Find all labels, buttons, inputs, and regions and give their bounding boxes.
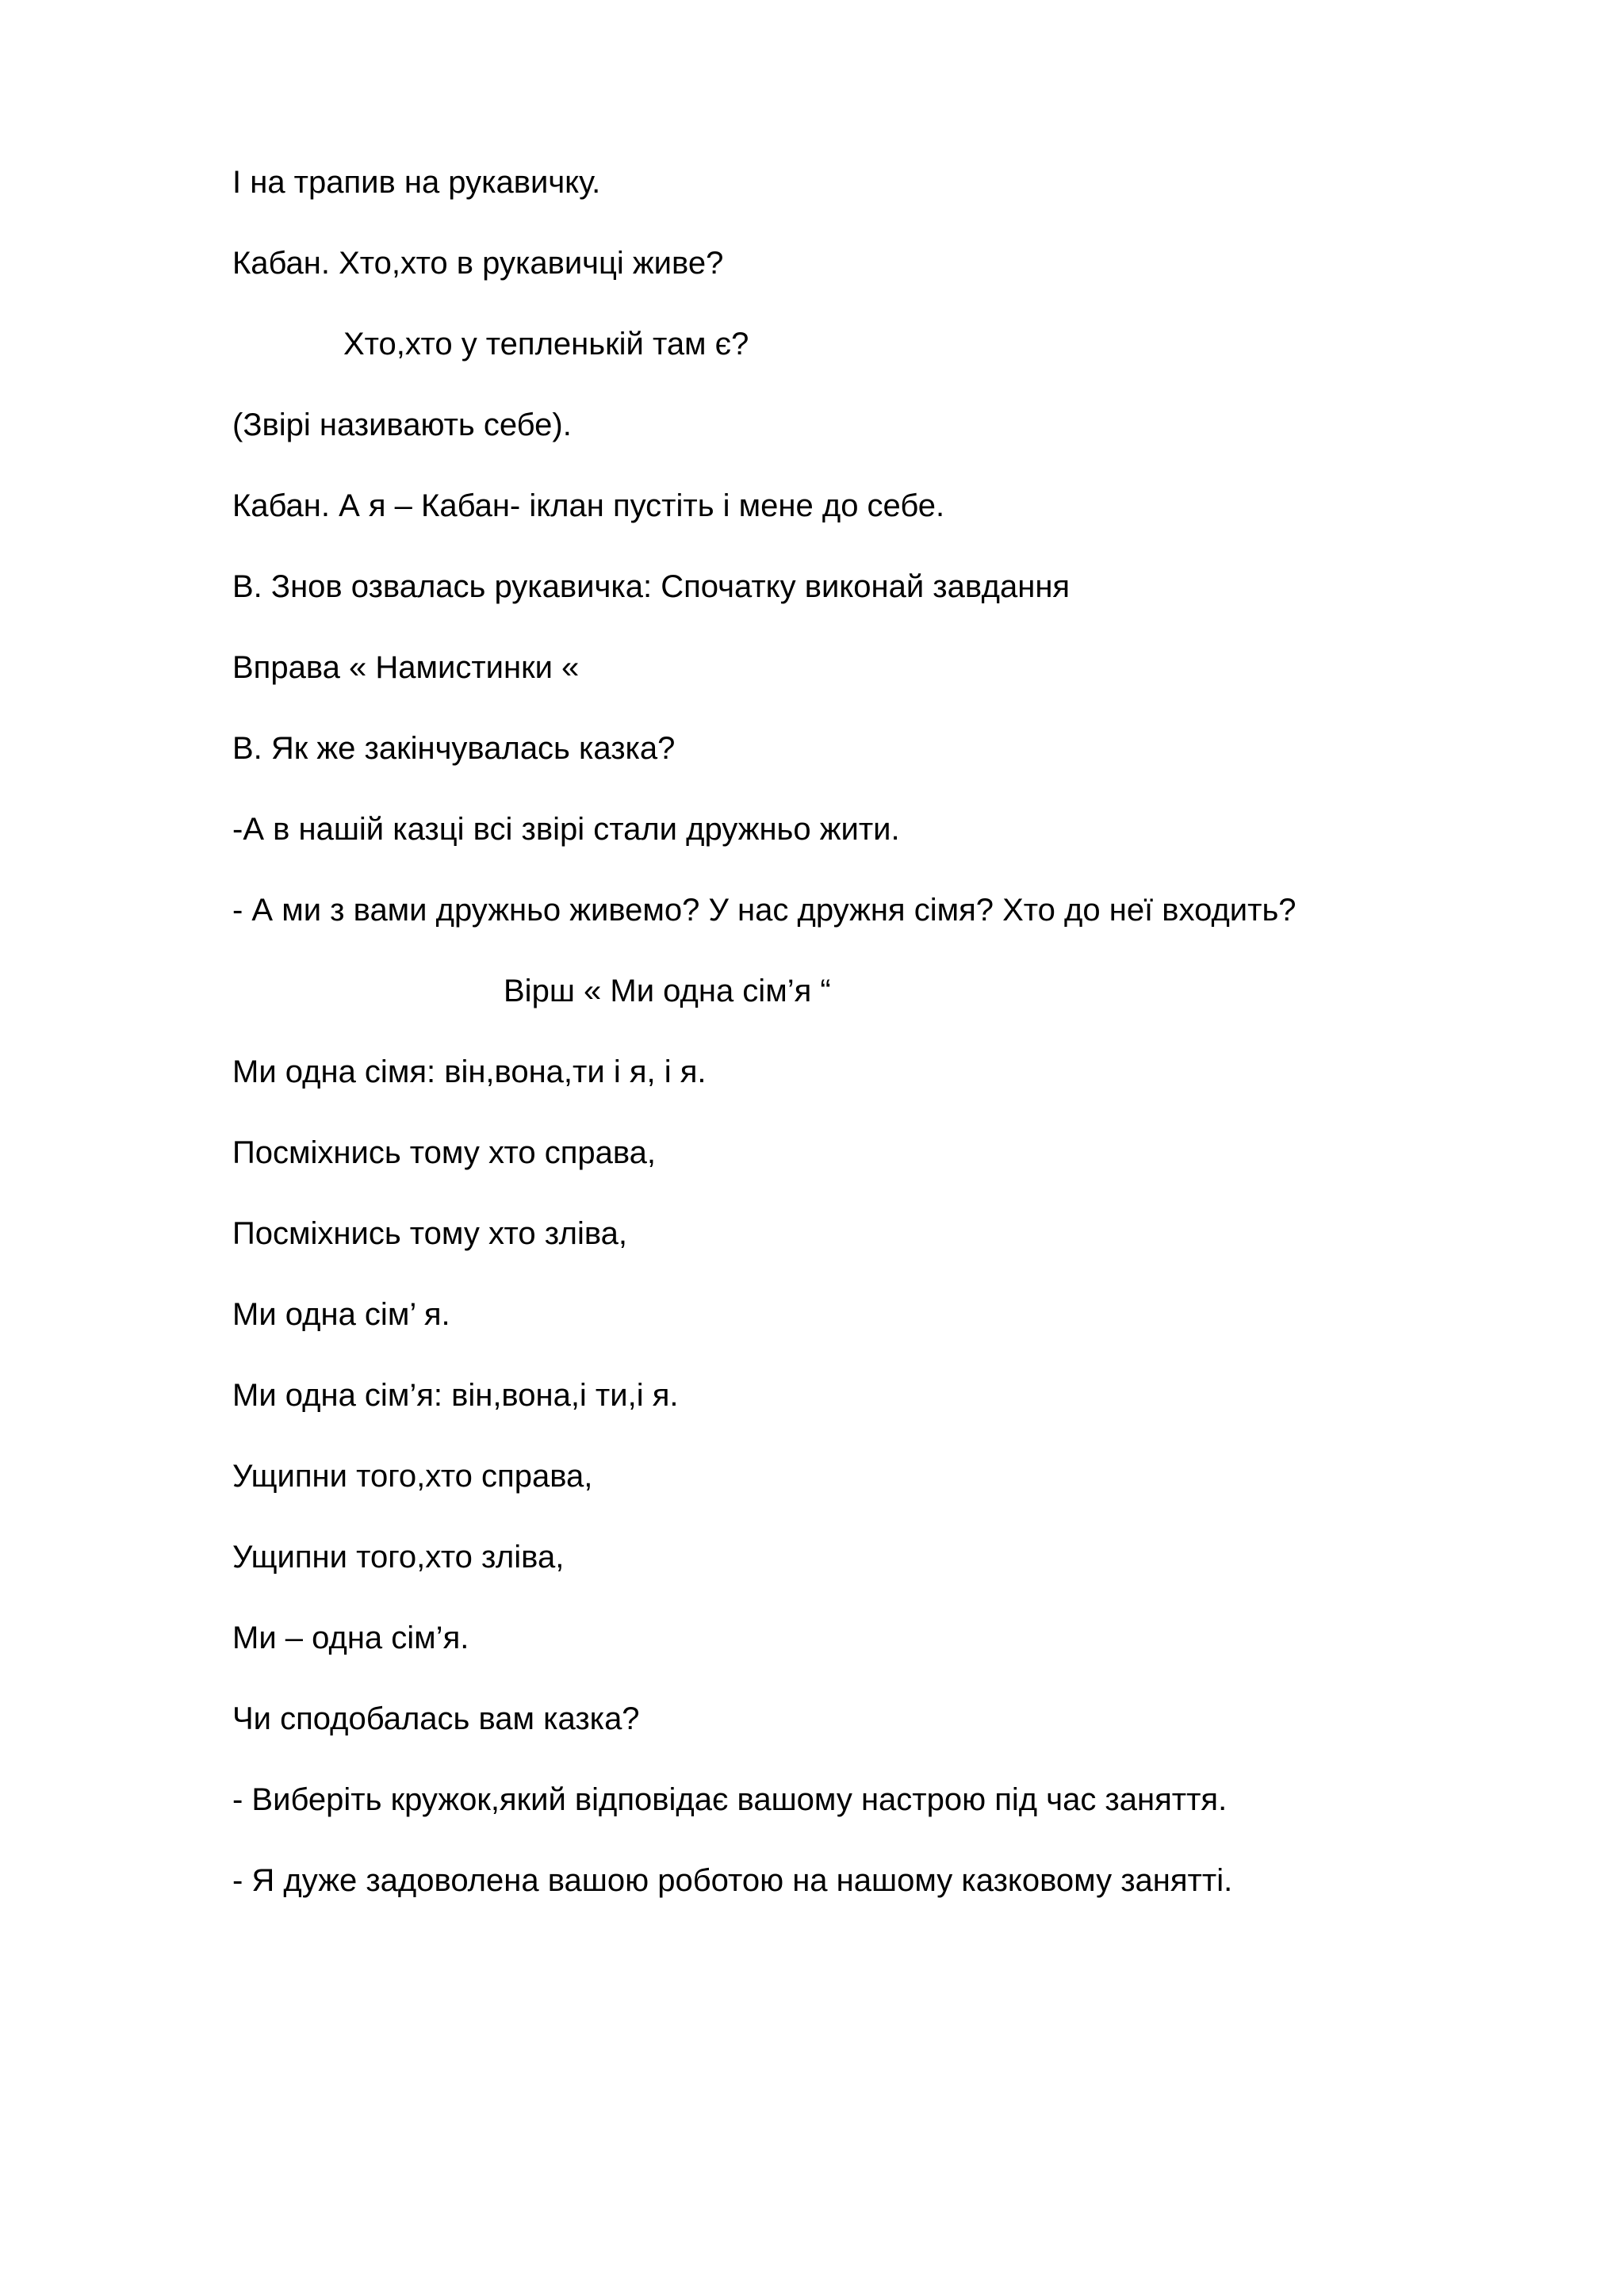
poem-line: Ми одна сім’ я. <box>232 1297 450 1332</box>
text-line: Хто,хто у тепленькій там є? <box>343 327 749 362</box>
text-line: Чи сподобалась вам казка? <box>232 1701 640 1736</box>
poem-line: Посміхнись тому хто справа, <box>232 1135 657 1170</box>
text-line: Кабан. А я – Кабан- іклан пустіть і мене до себе. <box>232 488 945 523</box>
poem-line: Ми одна сім’я: він,вона,і ти,і я. <box>232 1378 679 1413</box>
poem-line: Ми одна сімя: він,вона,ти і я, і я. <box>232 1054 707 1089</box>
stage-direction: (Звірі називають себе). <box>232 408 572 442</box>
text-line: - А ми з вами дружньо живемо? У нас дружня сімя? Хто до неї входить? <box>232 893 1297 928</box>
poem-line: Ми – одна сім’я. <box>232 1621 469 1655</box>
poem-line: Ущипни того,хто справа, <box>232 1459 593 1494</box>
text-line: -А в нашій казці всі звірі стали дружньо жити. <box>232 812 900 847</box>
text-line: - Виберіть кружок,який відповідає вашому настрою під час заняття. <box>232 1782 1228 1817</box>
text-line: І на трапив на рукавичку. <box>232 165 601 200</box>
text-line: В. Як же закінчувалась казка? <box>232 731 676 766</box>
poem-line: Ущипни того,хто зліва, <box>232 1540 565 1575</box>
text-line: Кабан. Хто,хто в рукавичці живе? <box>232 246 724 281</box>
poem-title: Вірш « Ми одна сім’я “ <box>504 974 831 1008</box>
poem-line: Посміхнись тому хто зліва, <box>232 1216 628 1251</box>
exercise-title: Вправа « Намистинки « <box>232 650 580 685</box>
text-line: - Я дуже задоволена вашою роботою на нашому казковому занятті. <box>232 1863 1233 1898</box>
text-line: В. Знов озвалась рукавичка: Спочатку виконай завдання <box>232 569 1071 604</box>
